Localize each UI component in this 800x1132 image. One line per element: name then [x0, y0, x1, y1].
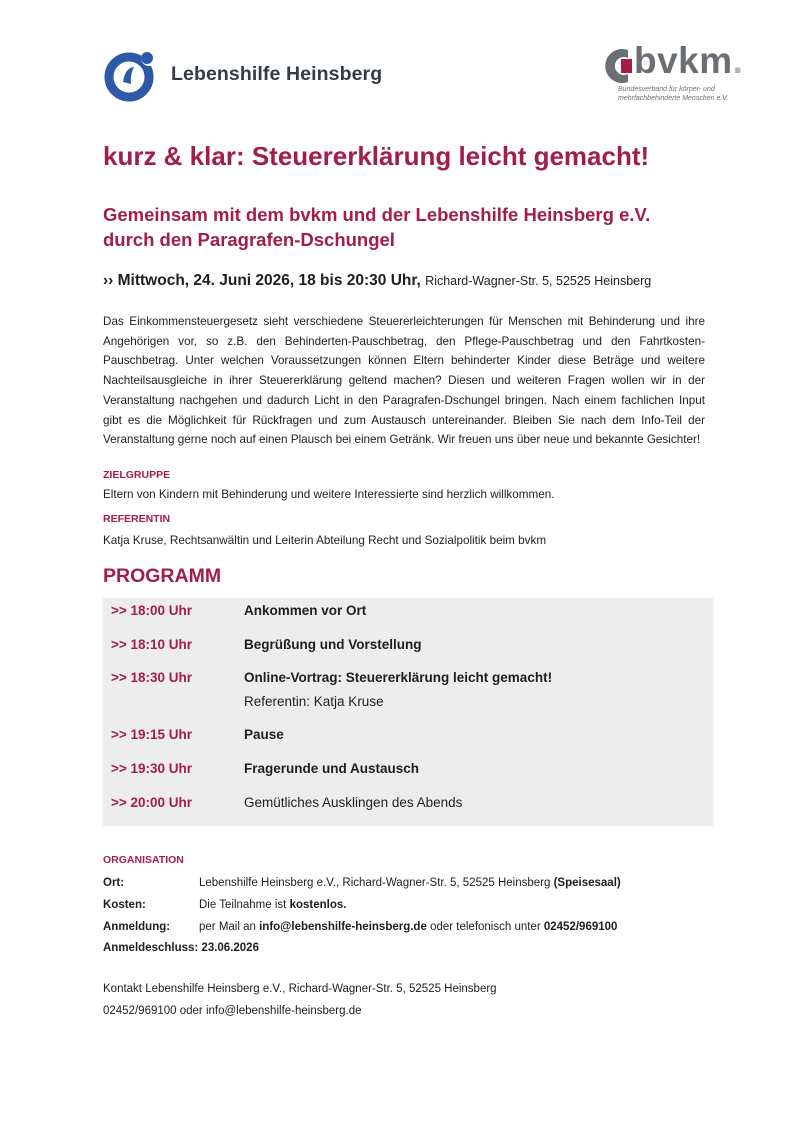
- anmeldung-key: Anmeldung:: [103, 921, 171, 933]
- kosten-key: Kosten:: [103, 899, 146, 911]
- programm-subtext: Referentin: Katja Kruse: [244, 694, 384, 709]
- kosten-bold: kostenlos.: [289, 899, 347, 911]
- subtitle-line-1: Gemeinsam mit dem bvkm und der Lebenshilfe Heinsberg e.V.: [103, 204, 651, 225]
- bvkm-logo-icon: [598, 46, 634, 86]
- kosten-value: Die Teilnahme ist kostenlos.: [199, 899, 347, 911]
- programm-time: >> 19:15 Uhr: [111, 727, 193, 742]
- contact-line-1: Kontakt Lebenshilfe Heinsberg e.V., Richard-Wagner-Str. 5, 52525 Heinsberg: [103, 983, 497, 995]
- programm-time: >> 18:00 Uhr: [111, 603, 193, 618]
- anmeldung-mail-link[interactable]: info@lebenshilfe-heinsberg.de: [259, 921, 427, 933]
- programm-time: >> 19:30 Uhr: [111, 761, 193, 776]
- programm-text: Ankommen vor Ort: [244, 603, 367, 618]
- subtitle-line-2: durch den Paragrafen-Dschungel: [103, 229, 395, 250]
- programm-heading: PROGRAMM: [103, 565, 222, 587]
- event-date-line: [103, 272, 651, 290]
- bvkm-logo: [598, 40, 748, 106]
- anmeldung-phone[interactable]: 02452/969100: [543, 921, 618, 933]
- programm-time: >> 18:10 Uhr: [111, 637, 193, 652]
- programm-time: >> 18:30 Uhr: [111, 670, 193, 685]
- programm-text: Gemütliches Ausklingen des Abends: [244, 795, 463, 810]
- organisation-label: ORGANISATION: [103, 854, 184, 866]
- contact-line-2: 02452/969100 oder info@lebenshilfe-heinsberg.de: [103, 1005, 362, 1017]
- referentin-label: REFERENTIN: [103, 513, 171, 525]
- lebenshilfe-logo-icon: [103, 46, 163, 102]
- programm-text: Fragerunde und Austausch: [244, 761, 420, 776]
- referentin-text: Katja Kruse, Rechtsanwältin und Leiterin Abteilung Recht und Sozialpolitik beim bvkm: [103, 534, 547, 547]
- zielgruppe-label: ZIELGRUPPE: [103, 469, 171, 481]
- bvkm-logo-text: bvkm.: [634, 40, 744, 81]
- programm-text: Online-Vortrag: Steuererklärung leicht gemacht!: [244, 670, 553, 685]
- zielgruppe-text: Eltern von Kindern mit Behinderung und weitere Interessierte sind herzlich willkommen.: [103, 488, 555, 501]
- ort-value: Lebenshilfe Heinsberg e.V., Richard-Wagner-Str. 5, 52525 Heinsberg (Speisesaal): [199, 877, 621, 889]
- page-subtitle: [103, 202, 650, 252]
- lebenshilfe-logo-text: Lebenshilfe Heinsberg: [171, 62, 383, 85]
- ort-key: Ort:: [103, 877, 125, 889]
- event-date: ›› Mittwoch, 24. Juni 2026, 18 bis 20:30 Uhr,: [103, 272, 421, 289]
- event-address: Richard-Wagner-Str. 5, 52525 Heinsberg: [425, 274, 652, 288]
- ort-room: (Speisesaal): [553, 877, 621, 889]
- programm-text: Pause: [244, 727, 284, 742]
- programm-time: >> 20:00 Uhr: [111, 795, 193, 810]
- anmeldung-value: per Mail an info@lebenshilfe-heinsberg.de oder telefonisch unter 02452/969100: [199, 921, 618, 933]
- programm-text: Begrüßung und Vorstellung: [244, 637, 422, 652]
- page-title: kurz & klar: Steuererklärung leicht gemacht!: [103, 141, 650, 171]
- programm-box: [103, 598, 713, 826]
- intro-paragraph: Das Einkommensteuergesetz sieht verschiedene Steuererleichterungen für Menschen mit Behinderung und ihre Angehörigen vor, so z.B. den Behinderten-Pauschbetrag, den Pflege-Pauschbetrag und den Fahrtkosten-Pauschbetrag. Unter welchen Voraussetzungen können Eltern behinderter Kinder diese Beträge und weitere Nachteilsausgleiche in ihrer Steuererklärung geltend machen? Diesen und weiteren Fragen wollen wir in der Veranstaltung nachgehen und dadurch Licht in den Paragrafen-Dschungel bringen. Nach einem fachlichen Input gibt es die Möglichkeit für Rückfragen und zum Austausch untereinander. Bleiben Sie nach dem Info-Teil der Veranstaltung gerne noch auf einen Plausch bei einem Getränk. Wir freuen uns über neue und bekannte Gesichter!: [103, 315, 705, 447]
- lebenshilfe-logo: [103, 46, 382, 102]
- bvkm-logo-subtitle: Bundesverband für körper- und mehrfachbehinderte Menschen e.V.: [618, 86, 729, 102]
- anmeldeschluss: Anmeldeschluss: 23.06.2026: [103, 942, 259, 954]
